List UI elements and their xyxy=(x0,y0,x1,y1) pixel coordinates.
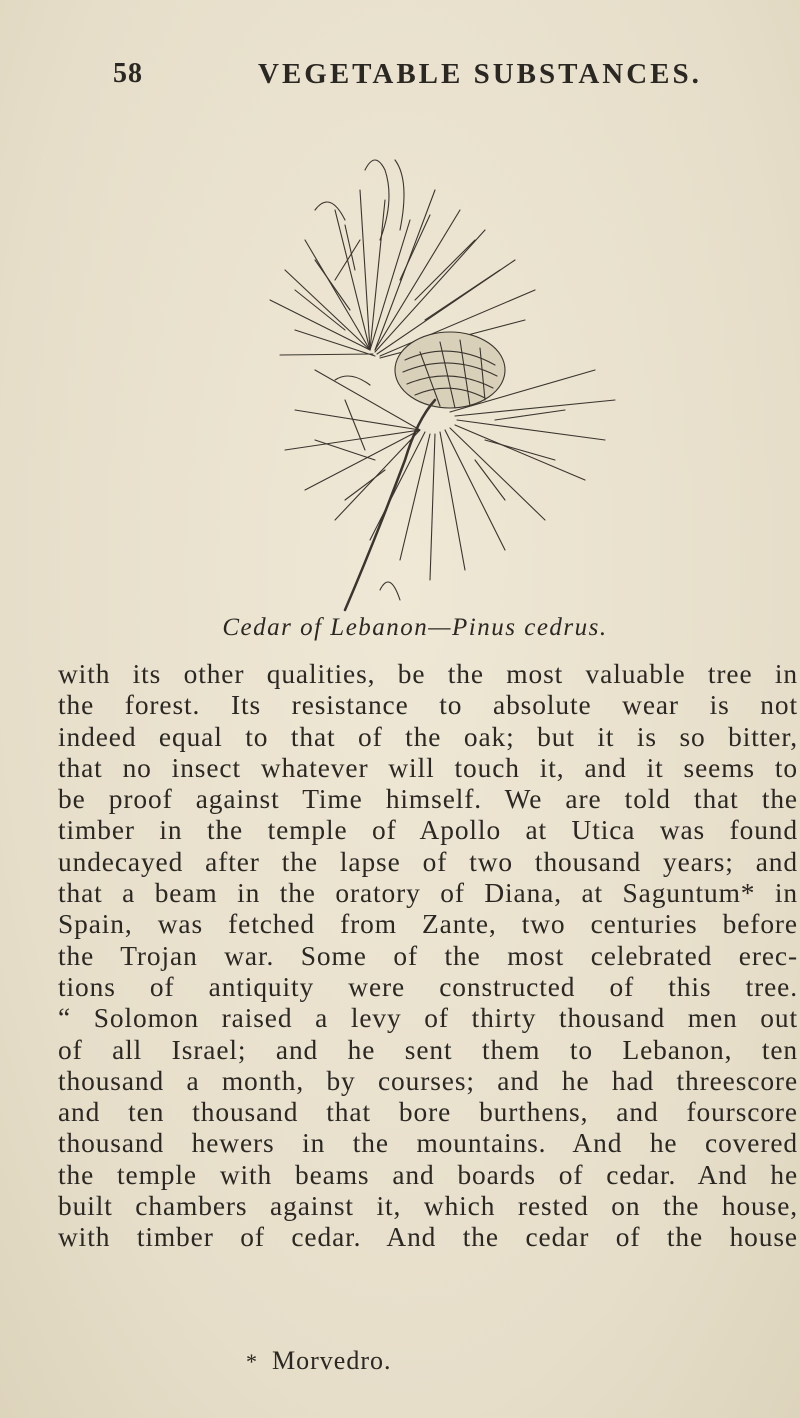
text-line: the Trojan war. Some of the most celebrated erec- xyxy=(58,940,798,971)
branch-stem xyxy=(345,400,435,610)
text-line: with timber of cedar. And the cedar of the house xyxy=(58,1222,798,1253)
figure-caption: Cedar of Lebanon—Pinus cedrus. xyxy=(222,614,608,641)
text-line: and ten thousand that bore burthens, and fourscore xyxy=(58,1097,798,1128)
text-line: the forest. Its resistance to absolute wear is not xyxy=(58,690,798,721)
upper-needle-fan xyxy=(270,160,535,358)
text-line: “ Solomon raised a levy of thirty thousand men out xyxy=(58,1003,798,1034)
text-line: be proof against Time himself. We are told that the xyxy=(58,784,798,815)
cedar-cone xyxy=(395,332,505,408)
page-header xyxy=(113,58,733,98)
text-line: indeed equal to that of the oak; but it is so bitter, xyxy=(58,721,798,752)
text-line: with its other qualities, be the most valuable tree in xyxy=(58,659,798,689)
text-line: built chambers against it, which rested on the house, xyxy=(58,1191,798,1222)
text-line: of all Israel; and he sent them to Lebanon, ten xyxy=(58,1034,798,1065)
cedar-illustration xyxy=(185,120,665,620)
footnote-marker: * xyxy=(246,1349,258,1374)
text-line: Spain, was fetched from Zante, two centuries before xyxy=(58,909,798,940)
footnote-text: Morvedro. xyxy=(272,1346,392,1375)
body-text xyxy=(58,659,798,1254)
text-line: timber in the temple of Apollo at Utica was found xyxy=(58,815,798,846)
running-title: VEGETABLE SUBSTANCES. xyxy=(258,58,702,90)
text-line: thousand hewers in the mountains. And he covered xyxy=(58,1128,798,1159)
text-line: tions of antiquity were constructed of this tree. xyxy=(58,971,798,1002)
text-line: that a beam in the oratory of Diana, at Saguntum* in xyxy=(58,878,798,909)
page-number: 58 xyxy=(113,58,143,89)
text-line: the temple with beams and boards of cedar. And he xyxy=(58,1159,798,1190)
text-line: that no insect whatever will touch it, and it seems to xyxy=(58,752,798,783)
text-line: thousand a month, by courses; and he had threescore xyxy=(58,1065,798,1096)
footnote xyxy=(246,1346,391,1376)
text-line: undecayed after the lapse of two thousand years; and xyxy=(58,846,798,877)
